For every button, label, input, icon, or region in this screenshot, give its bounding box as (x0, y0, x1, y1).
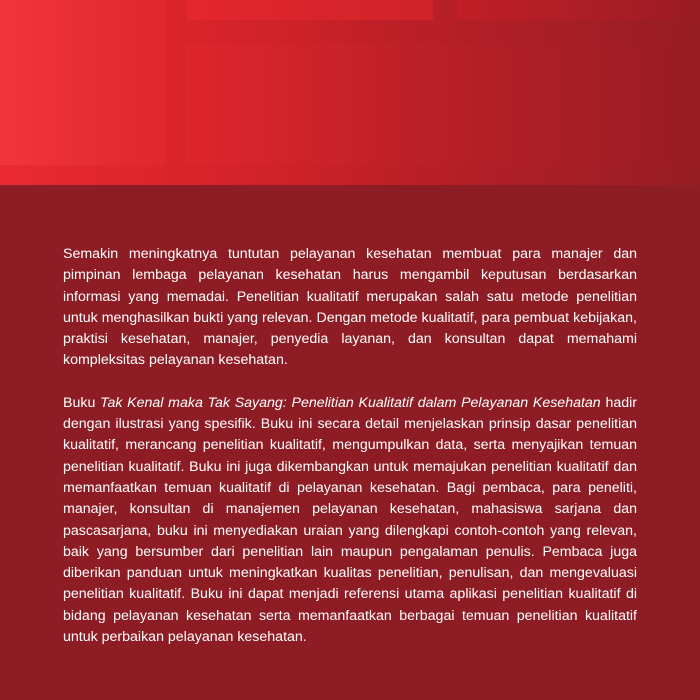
banner-panel-top-right (457, 0, 700, 20)
paragraph-2-lead: Buku (63, 394, 101, 411)
banner-panel-wide (186, 44, 700, 165)
paragraph-2-body: hadir dengan ilustrasi yang spesifik. Buku ini secara detail menjelaskan prinsip dasar penelitian kualitatif, merancang penelitian kualitatif, mengumpulkan data, serta menyajikan temuan penelitian kualitatif. Buku ini juga dikembangkan untuk memajukan penelitian kualitatif dan memanfaatkan temuan kualitatif di pelayanan kesehatan. Bagi pembaca, para peneliti, manajer, konsultan di manajemen pelayanan kesehatan, mahasiswa sarjana dan pascasarjana, buku ini menyediakan uraian yang dilengkapi contoh-contoh yang relevan, baik yang bersumber dari penelitian lain maupun pengalaman penulis. Pembaca juga diberikan panduan untuk meningkatkan kualitas penelitian, penulisan, dan mengevaluasi penelitian kualitatif. Buku ini dapat menjadi referensi utama aplikasi penelitian kualitatif di bidang pelayanan kesehatan serta memanfaatkan berbagai temuan penelitian kualitatif untuk perbaikan pelayanan kesehatan. (63, 394, 637, 646)
blurb-paragraph-1: Semakin meningkatnya tuntutan pelayanan kesehatan membuat para manajer dan pimpinan lembaga pelayanan kesehatan harus mengambil keputusan berdasarkan informasi yang memadai. Penelitian kualitatif merupakan salah satu metode penelitian untuk menghasilkan bukti yang relevan. Dengan metode kualitatif, para pembuat kebijakan, praktisi kesehatan, manajer, penyedia layanan, dan konsultan dapat memahami kompleksitas pelayanan kesehatan. (63, 246, 637, 369)
banner-panel-left (0, 0, 166, 165)
decorative-banner (0, 0, 700, 185)
blurb-text (63, 244, 637, 648)
blurb-paragraph-2 (63, 393, 637, 649)
book-title: Tak Kenal maka Tak Sayang: Penelitian Kualitatif dalam Pelayanan Kesehatan (100, 394, 601, 411)
banner-panel-top-middle (186, 0, 433, 20)
